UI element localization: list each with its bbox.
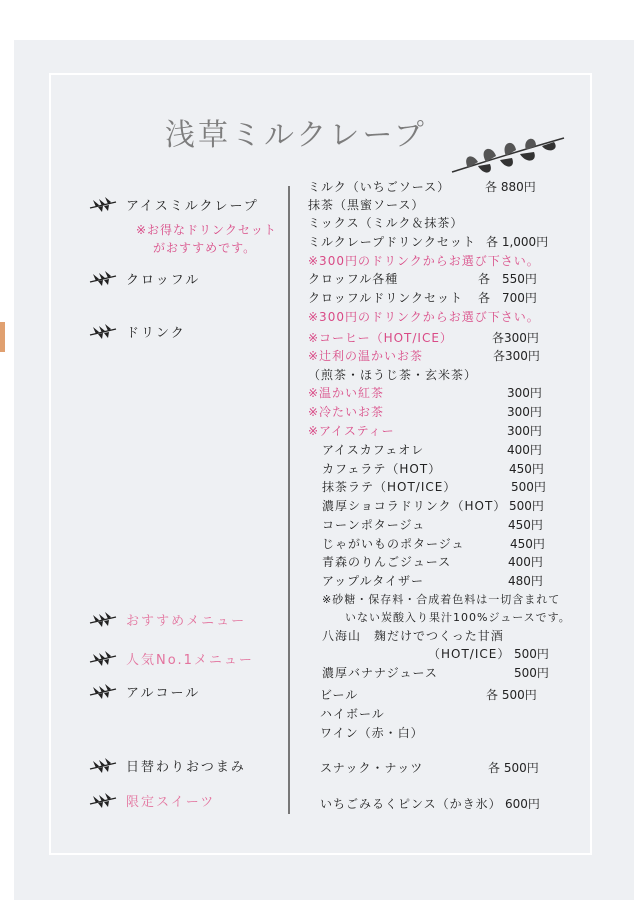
menu-item: ※辻利の温かいお茶	[308, 349, 424, 363]
menu-item: ワイン（赤・白）	[320, 726, 424, 740]
category-drink	[88, 321, 186, 341]
leaf-icon	[88, 650, 118, 666]
menu-price: 400円	[508, 555, 543, 569]
menu-item: ※温かい紅茶	[308, 386, 385, 400]
menu-item: ※アイスティー	[308, 424, 395, 438]
leaf-icon	[88, 270, 118, 286]
category-label: クロッフル	[126, 272, 201, 288]
leaf-icon	[88, 611, 118, 627]
menu-note: いない炭酸入り果汁100%ジュースです。	[345, 611, 571, 624]
menu-price: 300円	[507, 405, 542, 419]
menu-item: ※コーヒー（HOT/ICE）	[308, 331, 453, 345]
menu-price: 各 1,000円	[486, 235, 549, 249]
menu-price: 300円	[507, 386, 542, 400]
menu-price: 各 500円	[486, 688, 537, 702]
column-divider	[288, 186, 290, 814]
menu-note: ※300円のドリンクからお選び下さい。	[308, 254, 540, 268]
category-label: ドリンク	[126, 325, 186, 341]
drink-set-note-1: ※お得なドリンクセット	[136, 223, 277, 237]
menu-price: 各300円	[492, 331, 539, 345]
leaf-icon	[88, 196, 118, 212]
leaf-icon	[88, 323, 118, 339]
menu-item: ※冷たいお茶	[308, 405, 385, 419]
menu-price: 600円	[505, 797, 540, 811]
category-label: 日替わりおつまみ	[126, 759, 246, 775]
menu-price: 480円	[508, 574, 543, 588]
drink-set-note-2: がおすすめです。	[153, 241, 257, 255]
category-daily-snack	[88, 755, 246, 775]
menu-item: ミックス（ミルク＆抹茶）	[308, 216, 464, 230]
menu-price: 500円	[514, 647, 549, 661]
page-edge-mark	[0, 322, 5, 352]
category-popular	[88, 648, 254, 668]
menu-price: 500円	[514, 666, 549, 680]
menu-item: ミルクレープドリンクセット	[308, 235, 476, 249]
menu-item: じゃがいものポタージュ	[322, 537, 465, 551]
menu-item: 青森のりんごジュース	[322, 555, 452, 569]
menu-price: 500円	[511, 480, 546, 494]
category-label: アイスミルクレープ	[126, 198, 259, 214]
menu-item: アップルタイザー	[322, 574, 424, 588]
menu-price: 各 700円	[478, 291, 537, 305]
menu-item: ハイボール	[320, 707, 385, 721]
menu-item-sub: （煎茶・ほうじ茶・玄米茶）	[308, 368, 478, 382]
category-limited-sweets	[88, 790, 215, 810]
category-label: 限定スイーツ	[126, 794, 216, 810]
menu-item: クロッフル各種	[308, 272, 399, 286]
menu-price: 各 500円	[488, 761, 539, 775]
menu-note: ※300円のドリンクからお選び下さい。	[308, 310, 540, 324]
category-alcohol	[88, 681, 200, 701]
menu-price: 500円	[509, 499, 544, 513]
menu-item: コーンポタージュ	[322, 518, 426, 532]
leaf-icon	[88, 792, 118, 808]
menu-item: ビール	[320, 688, 359, 702]
menu-item: いちごみるくピンス（かき氷）	[320, 797, 502, 811]
menu-price: 400円	[507, 443, 542, 457]
menu-price: 各 550円	[478, 272, 537, 286]
menu-item: 抹茶（黒蜜ソース）	[308, 198, 425, 212]
menu-note: ※砂糖・保存料・合成着色料は一切含まれて	[322, 593, 561, 606]
menu-price: 各 880円	[485, 180, 536, 194]
menu-item: 濃厚バナナジュース	[322, 666, 438, 680]
menu-item: アイスカフェオレ	[322, 443, 425, 457]
menu-item: 濃厚ショコラドリンク（HOT）	[322, 499, 507, 513]
menu-price: 450円	[509, 462, 544, 476]
menu-price: 300円	[507, 424, 542, 438]
category-label: 人気No.1メニュー	[126, 652, 254, 668]
leaf-branch-icon	[448, 132, 568, 180]
menu-item: 抹茶ラテ（HOT/ICE）	[322, 480, 457, 494]
category-recommended	[88, 609, 246, 629]
menu-item-sub: （HOT/ICE）	[428, 647, 511, 661]
menu-item: カフェラテ（HOT）	[322, 462, 442, 476]
category-label: おすすめメニュー	[126, 613, 247, 629]
menu-price: 450円	[508, 518, 543, 532]
menu-item: スナック・ナッツ	[320, 761, 424, 775]
category-ice-milk-crepe	[88, 194, 259, 214]
page-title: 浅草ミルクレープ	[165, 118, 427, 153]
leaf-icon	[88, 683, 118, 699]
category-croffle	[88, 268, 200, 288]
menu-item: クロッフルドリンクセット	[308, 291, 464, 305]
menu-item: 八海山 麹だけでつくった甘酒	[322, 629, 504, 643]
category-label: アルコール	[126, 685, 201, 701]
menu-price: 各300円	[493, 349, 540, 363]
menu-item: ミルク（いちごソース）	[308, 180, 451, 194]
leaf-icon	[88, 757, 118, 773]
menu-price: 450円	[510, 537, 545, 551]
